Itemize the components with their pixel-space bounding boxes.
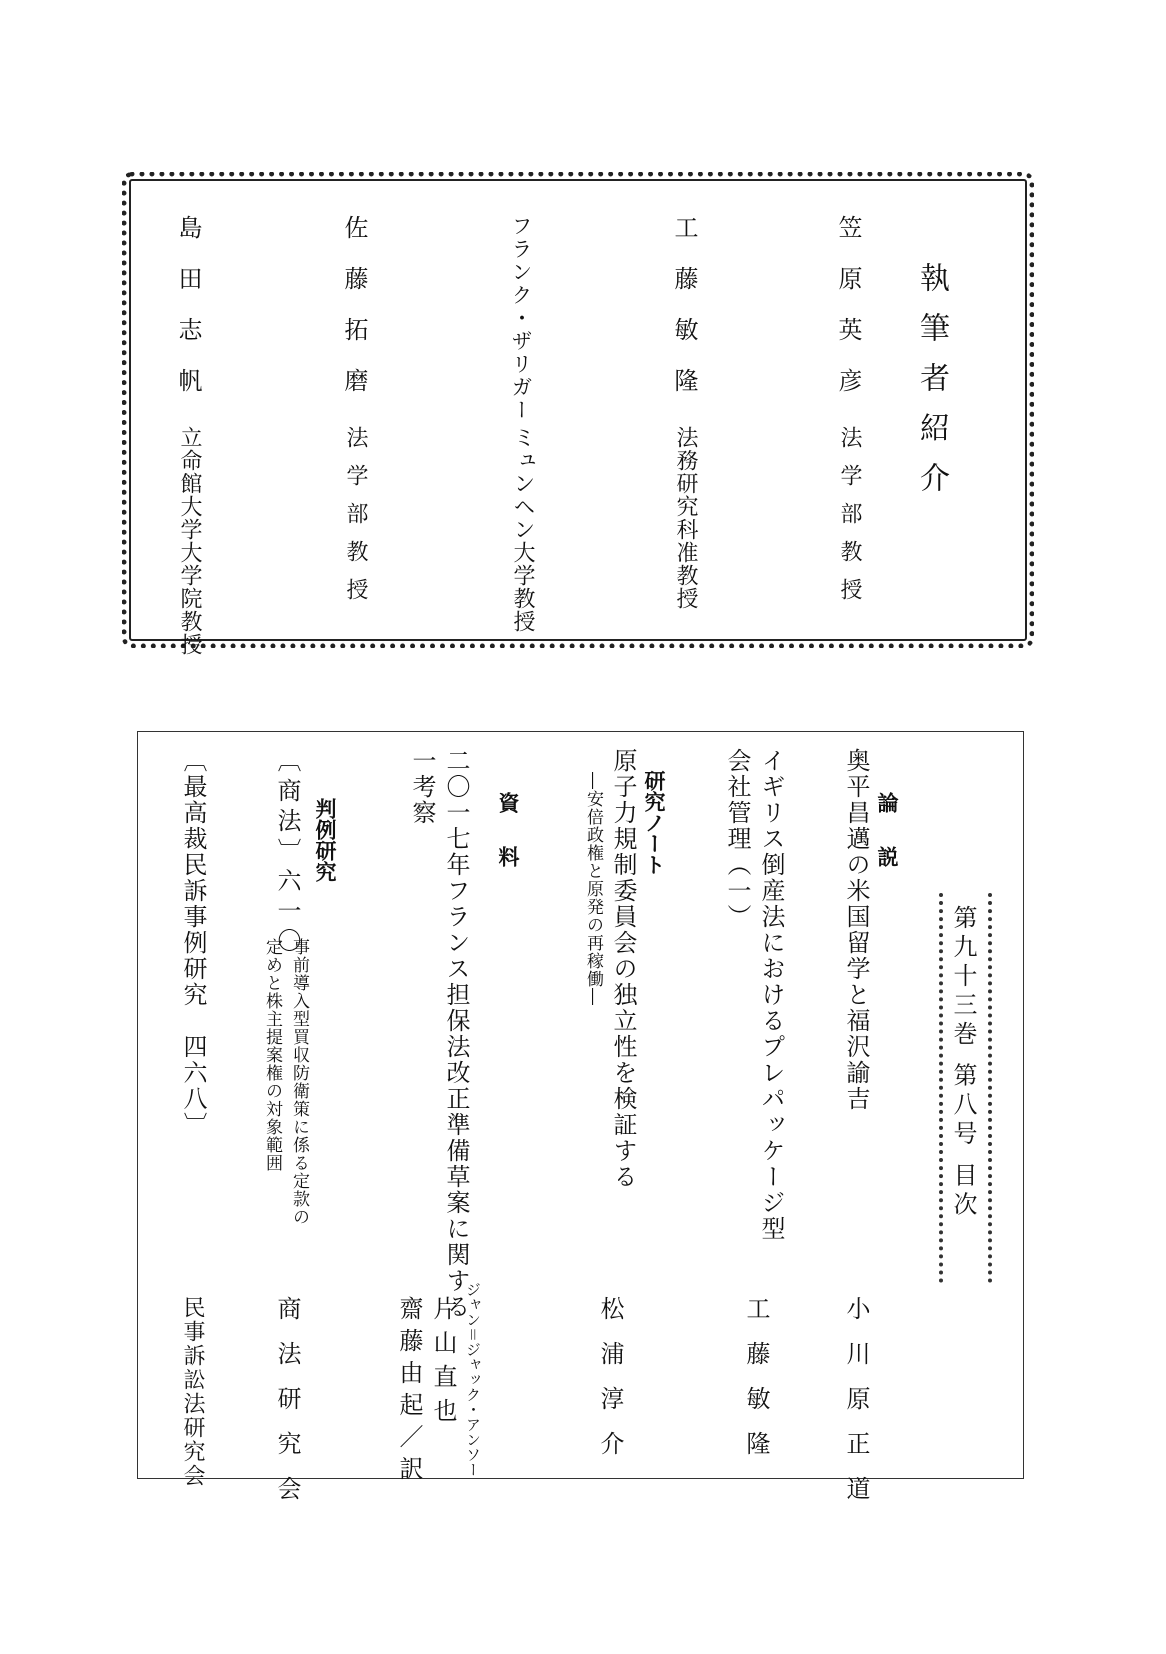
section-ronsetsu: 論 説 bbox=[875, 792, 899, 873]
article-title: 原子力規制委員会の独立性を検証する bbox=[609, 748, 637, 1190]
article-author: 商法研究会 bbox=[273, 1296, 301, 1521]
article-title: 会社管理（一） bbox=[723, 748, 751, 930]
article-subtitle: ―安倍政権と原発の再稼働― bbox=[583, 772, 603, 1006]
article-author: 松浦淳介 bbox=[596, 1296, 624, 1476]
article-author: 工藤敏隆 bbox=[742, 1296, 770, 1476]
article-author: 小川原正道 bbox=[842, 1296, 870, 1521]
contributor-name: フランク・ザリガー bbox=[509, 215, 533, 422]
contributor-name: 島田志帆 bbox=[174, 215, 202, 419]
section-hanrei: 判例研究 bbox=[313, 798, 337, 882]
contributors-title: 執筆者紹介 bbox=[914, 262, 949, 512]
contributor-name: 佐藤拓磨 bbox=[340, 215, 368, 419]
contributor-affiliation: ミュンヘン大学教授 bbox=[510, 426, 535, 633]
article-title: イギリス倒産法におけるプレパッケージ型 bbox=[757, 748, 785, 1242]
section-kenkyu-note: 研究ノート bbox=[642, 770, 666, 875]
article-title: 一考察 bbox=[408, 748, 436, 826]
article-title: 奥平昌邁の米国留学と福沢諭吉 bbox=[842, 748, 870, 1112]
contributor-affiliation: 法学部教授 bbox=[343, 426, 368, 616]
article-label: 〔最高裁民訴事例研究 四六八〕 bbox=[179, 748, 207, 1138]
article-title: 二〇一七年フランス担保法改正準備草案に関する bbox=[442, 748, 470, 1320]
article-label: 〔商法〕六一〇 bbox=[273, 748, 301, 958]
contributor-affiliation: 立命館大学大学院教授 bbox=[177, 426, 202, 656]
article-description: 定めと株主提案権の対象範囲 bbox=[262, 938, 282, 1172]
contributor-name: 工藤敏隆 bbox=[670, 215, 698, 419]
contributor-affiliation: 法務研究科准教授 bbox=[673, 426, 698, 610]
article-author: 片山直也 bbox=[429, 1296, 457, 1432]
article-author: 齋藤由起／訳 bbox=[395, 1296, 423, 1488]
section-shiryo: 資 料 bbox=[496, 792, 520, 873]
contributors-box bbox=[122, 172, 1034, 648]
toc-issue-title: 第九十三巻 第八号 目次 bbox=[949, 905, 977, 1221]
article-description: 事前導入型買収防衛策に係る定款の bbox=[289, 938, 309, 1226]
contributor-affiliation: 法学部教授 bbox=[837, 426, 862, 616]
contributor-name: 笠原英彦 bbox=[834, 215, 862, 419]
article-author: 民事訴訟法研究会 bbox=[180, 1296, 205, 1488]
article-author: ジャン＝ジャック・アンソー bbox=[464, 1282, 482, 1478]
